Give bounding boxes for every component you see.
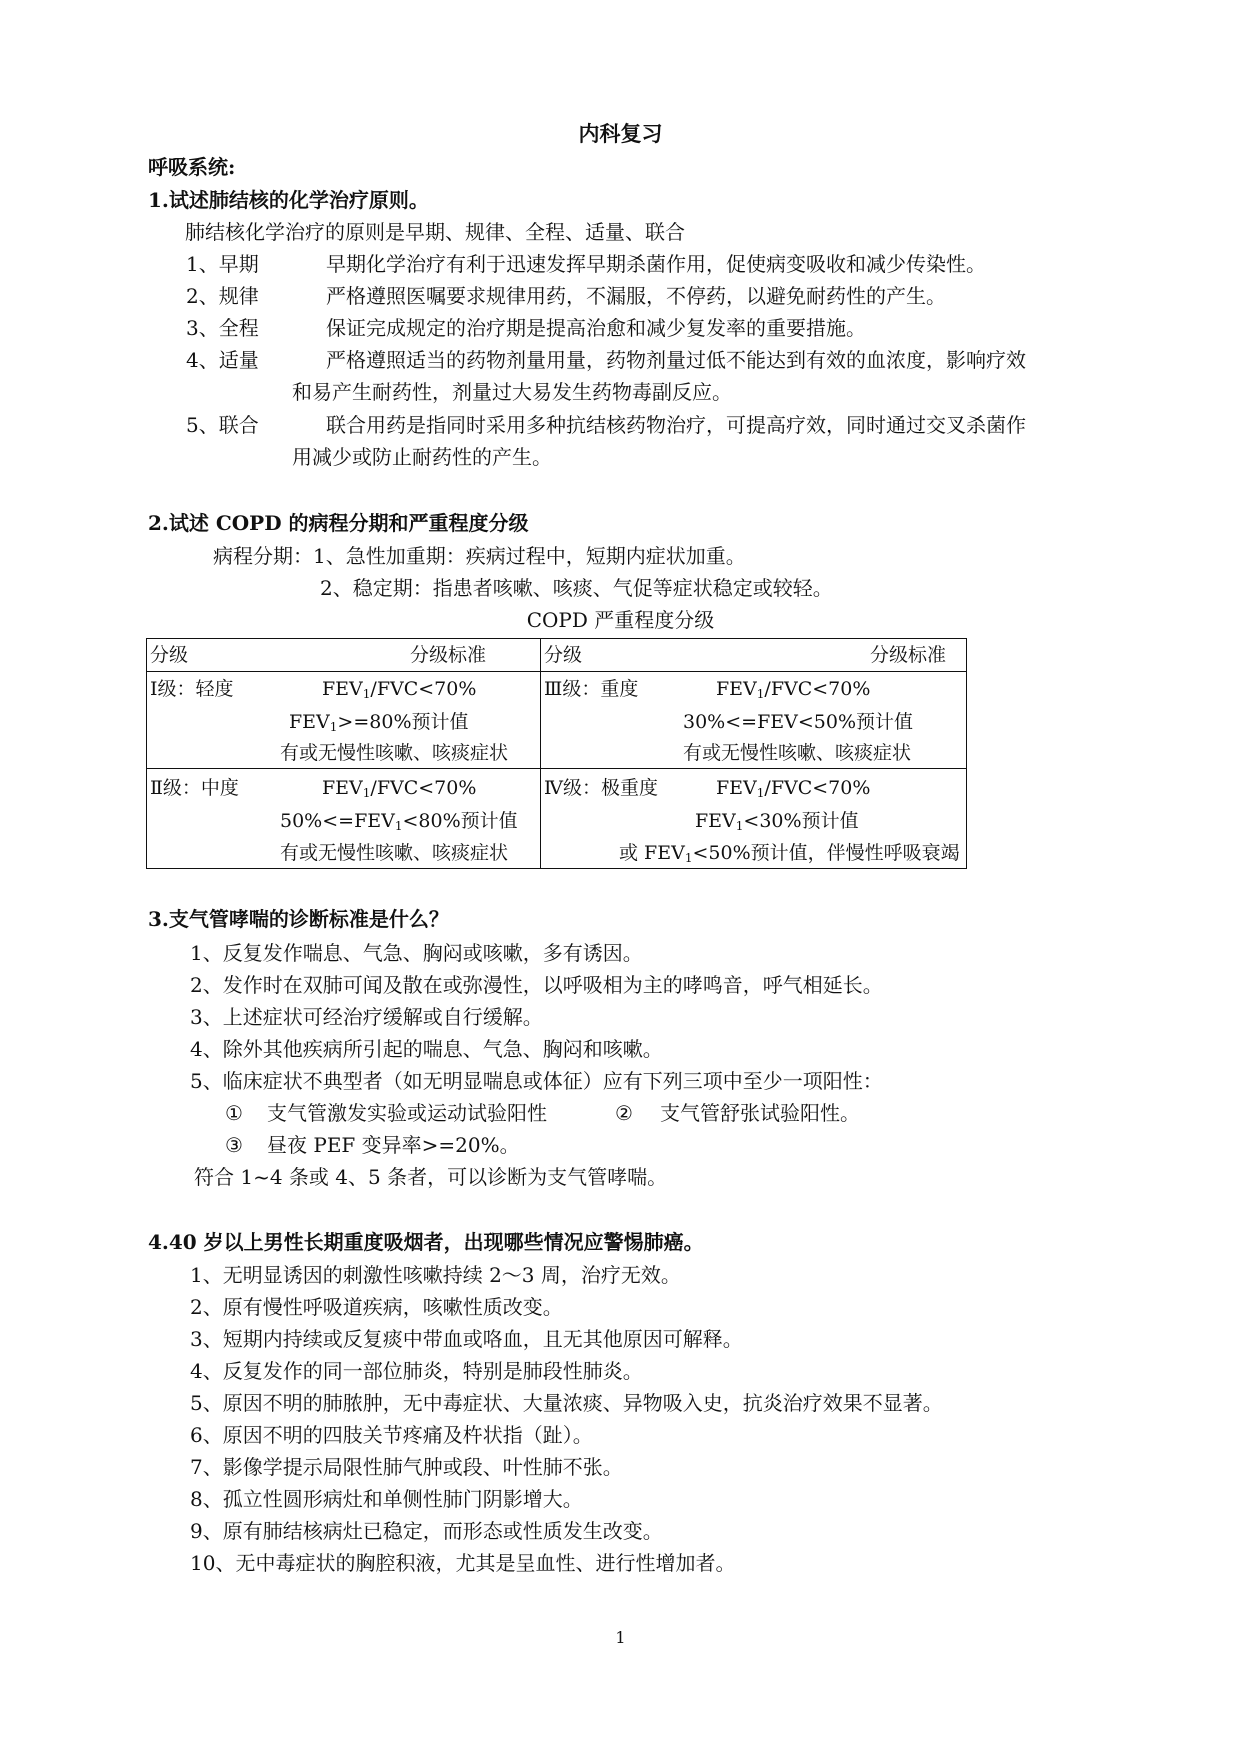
grade-3-criterion: $FEV_1/FVC<70\%$ xyxy=(716,678,871,701)
q3-item: 2、发作时在双肺可闻及散在或弥漫性，以呼吸相为主的哮鸣音，呼气相延长。 xyxy=(190,973,883,997)
grade-1-criterion: 有或无慢性咳嗽、咳痰症状 xyxy=(280,742,509,764)
q2-stage-acute: 病程分期：1、急性加重期：疾病过程中，短期内症状加重。 xyxy=(213,544,746,568)
q3-item: 5、临床症状不典型者（如无明显喘息或体征）应有下列三项中至少一项阳性： xyxy=(190,1069,883,1093)
q1-item-text: 保证完成规定的治疗期是提高治愈和减少复发率的重要措施。 xyxy=(326,316,866,340)
grade-2-criterion: 有或无慢性咳嗽、咳痰症状 xyxy=(280,842,509,864)
grade-1-criterion: $FEV_1>=80\%$预计值 xyxy=(289,711,469,734)
q3-subitem xyxy=(225,1132,520,1158)
q1-item-label: 2、规律 xyxy=(186,284,259,308)
table-border xyxy=(146,671,967,672)
q1-item-label: 5、联合 xyxy=(186,413,259,437)
q1-item-text: 严格遵照医嘱要求规律用药，不漏服，不停药，以避免耐药性的产生。 xyxy=(326,284,946,308)
table-header-grade: 分级 xyxy=(150,644,189,666)
question-1-heading: 1.试述肺结核的化学治疗原则。 xyxy=(148,188,429,212)
grade-4-label: Ⅳ级：极重度 xyxy=(544,777,658,799)
section-heading: 呼吸系统: xyxy=(148,155,236,179)
grade-3-criterion: 有或无慢性咳嗽、咳痰症状 xyxy=(683,742,912,764)
q1-item xyxy=(186,283,946,309)
table-border xyxy=(146,638,147,868)
question-3-heading: 3.支气管哮喘的诊断标准是什么？ xyxy=(148,907,449,931)
q1-item-label: 1、早期 xyxy=(186,252,259,276)
table-caption: COPD 严重程度分级 xyxy=(526,608,715,632)
table-border xyxy=(146,638,967,639)
grade-2-criterion: $FEV_1/FVC<70\%$ xyxy=(322,777,477,800)
grade-2-label: Ⅱ级：中度 xyxy=(150,777,239,799)
table-header-standard: 分级标准 xyxy=(870,644,947,666)
question-4-heading: 4.40 岁以上男性长期重度吸烟者，出现哪些情况应警惕肺癌。 xyxy=(148,1230,704,1254)
q4-item: 1、无明显诱因的刺激性咳嗽持续 2～3 周，治疗无效。 xyxy=(190,1263,681,1287)
q4-item: 6、原因不明的四肢关节疼痛及杵状指（趾）。 xyxy=(190,1423,593,1447)
q1-item-label: 3、全程 xyxy=(186,316,259,340)
q1-item xyxy=(186,412,1026,438)
grade-4-criterion: 或 $FEV_1<50\%$预计值，伴慢性呼吸衰竭 xyxy=(619,842,960,865)
grade-3-criterion: 30%<=FEV<50%预计值 xyxy=(683,711,913,733)
q1-item xyxy=(186,315,866,341)
grade-1-label: Ⅰ级：轻度 xyxy=(150,678,234,700)
q1-item xyxy=(186,251,986,277)
q1-intro: 肺结核化学治疗的原则是早期、规律、全程、适量、联合 xyxy=(185,220,685,244)
q3-subitem-mark: ③ xyxy=(225,1133,243,1157)
q1-item-text: 早期化学治疗有利于迅速发挥早期杀菌作用，促使病变吸收和减少传染性。 xyxy=(326,252,986,276)
grade-1-criterion: $FEV_1/FVC<70\%$ xyxy=(322,678,477,701)
q4-item: 4、反复发作的同一部位肺炎，特别是肺段性肺炎。 xyxy=(190,1359,643,1383)
q3-item: 4、除外其他疾病所引起的喘息、气急、胸闷和咳嗽。 xyxy=(190,1037,663,1061)
q3-subitem-text: 支气管激发实验或运动试验阳性 xyxy=(267,1101,547,1125)
grade-4-criterion: $FEV_1/FVC<70\%$ xyxy=(716,777,871,800)
q1-item-text: 严格遵照适当的药物剂量用量，药物剂量过低不能达到有效的血浓度，影响疗效 xyxy=(326,348,1026,372)
q2-stage-stable: 2、稳定期：指患者咳嗽、咳痰、气促等症状稳定或较轻。 xyxy=(320,576,833,600)
table-border xyxy=(540,638,541,868)
q3-subitem-mark: ① xyxy=(225,1101,243,1125)
q3-subitem xyxy=(225,1100,860,1126)
question-2-heading: 2.试述 COPD 的病程分期和严重程度分级 xyxy=(148,511,529,535)
grade-4-criterion: $FEV_1<30\%$预计值 xyxy=(695,810,859,833)
grade-2-criterion: $50\%<=FEV_1<80\%$预计值 xyxy=(280,810,518,833)
table-border xyxy=(146,768,967,769)
q1-item xyxy=(186,347,1026,373)
q3-item: 1、反复发作喘息、气急、胸闷或咳嗽，多有诱因。 xyxy=(190,941,643,965)
q3-subitem-mark: ② xyxy=(615,1101,633,1125)
table-border xyxy=(966,638,967,868)
q4-item: 7、影像学提示局限性肺气肿或段、叶性肺不张。 xyxy=(190,1455,623,1479)
q3-conclusion: 符合 1~4 条或 4、5 条者，可以诊断为支气管哮喘。 xyxy=(194,1165,668,1189)
q1-item-continuation: 用减少或防止耐药性的产生。 xyxy=(292,445,552,469)
q1-item-continuation: 和易产生耐药性，剂量过大易发生药物毒副反应。 xyxy=(292,380,732,404)
q4-item: 2、原有慢性呼吸道疾病，咳嗽性质改变。 xyxy=(190,1295,563,1319)
q1-item-text: 联合用药是指同时采用多种抗结核药物治疗，可提高疗效，同时通过交叉杀菌作 xyxy=(326,413,1026,437)
table-header-standard: 分级标准 xyxy=(410,644,487,666)
q3-subitem-text: 支气管舒张试验阳性。 xyxy=(660,1101,860,1125)
q4-item: 5、原因不明的肺脓肿，无中毒症状、大量浓痰、异物吸入史，抗炎治疗效果不显著。 xyxy=(190,1391,943,1415)
q3-item: 3、上述症状可经治疗缓解或自行缓解。 xyxy=(190,1005,543,1029)
q4-item: 9、原有肺结核病灶已稳定，而形态或性质发生改变。 xyxy=(190,1519,663,1543)
q3-subitem-text: 昼夜 PEF 变异率>=20%。 xyxy=(267,1133,520,1157)
grade-3-label: Ⅲ级：重度 xyxy=(544,678,639,700)
q1-item-label: 4、适量 xyxy=(186,348,259,372)
page-title: 内科复习 xyxy=(578,121,663,146)
page-number: 1 xyxy=(615,1628,626,1647)
q4-item: 8、孤立性圆形病灶和单侧性肺门阴影增大。 xyxy=(190,1487,583,1511)
q4-item: 3、短期内持续或反复痰中带血或咯血，且无其他原因可解释。 xyxy=(190,1327,743,1351)
q4-item: 10、无中毒症状的胸腔积液，尤其是呈血性、进行性增加者。 xyxy=(190,1551,736,1575)
table-header-grade: 分级 xyxy=(544,644,583,666)
